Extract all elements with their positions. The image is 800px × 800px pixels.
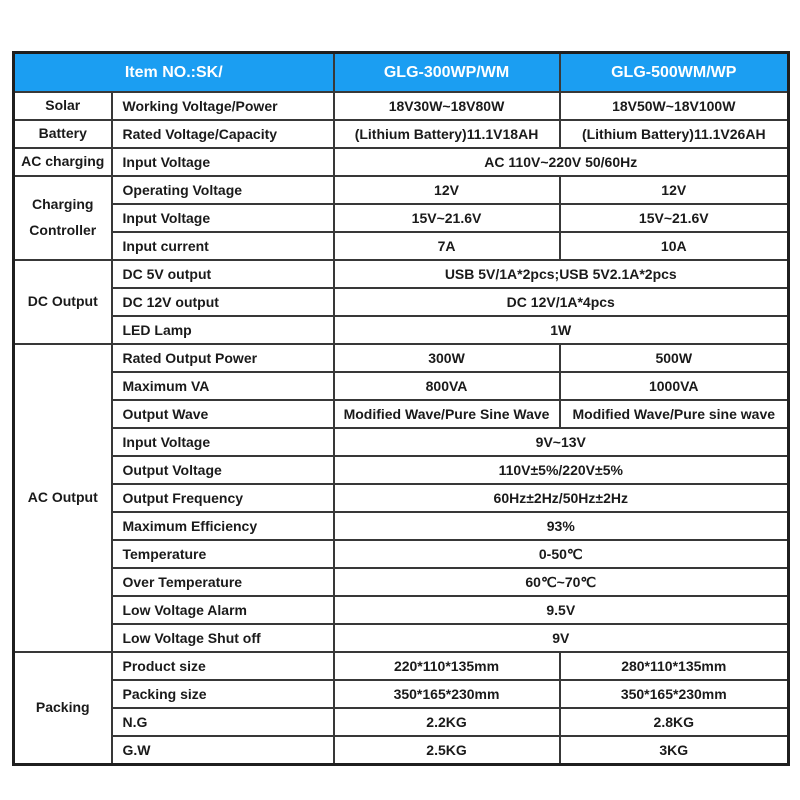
spec-label: Temperature xyxy=(112,540,334,568)
spec-value-300: 7A xyxy=(334,232,560,260)
spec-value-shared: 60℃~70℃ xyxy=(334,568,789,596)
spec-value-300: 18V30W~18V80W xyxy=(334,92,560,120)
category-solar: Solar xyxy=(14,92,112,120)
spec-label: Output Voltage xyxy=(112,456,334,484)
table-row xyxy=(14,652,789,680)
table-row xyxy=(14,204,789,232)
spec-value-shared: 110V±5%/220V±5% xyxy=(334,456,789,484)
spec-label: Over Temperature xyxy=(112,568,334,596)
table-row xyxy=(14,120,789,148)
table-row xyxy=(14,400,789,428)
table-row xyxy=(14,456,789,484)
header-item-no: Item NO.:SK/ xyxy=(14,53,334,93)
spec-value-shared: USB 5V/1A*2pcs;USB 5V2.1A*2pcs xyxy=(334,260,789,288)
table-row xyxy=(14,260,789,288)
table-row xyxy=(14,148,789,176)
spec-label: Low Voltage Shut off xyxy=(112,624,334,652)
spec-label: Output Frequency xyxy=(112,484,334,512)
table-header-row xyxy=(14,53,789,93)
spec-value-300: 2.2KG xyxy=(334,708,560,736)
spec-value-300: 300W xyxy=(334,344,560,372)
table-row xyxy=(14,596,789,624)
spec-label: DC 12V output xyxy=(112,288,334,316)
spec-value-300: 2.5KG xyxy=(334,736,560,765)
table-row xyxy=(14,316,789,344)
spec-value-500: 500W xyxy=(560,344,789,372)
spec-value-500: 15V~21.6V xyxy=(560,204,789,232)
spec-value-500: 10A xyxy=(560,232,789,260)
table-row xyxy=(14,176,789,204)
table-row xyxy=(14,288,789,316)
table-row xyxy=(14,708,789,736)
spec-value-500: 2.8KG xyxy=(560,708,789,736)
spec-label: Operating Voltage xyxy=(112,176,334,204)
category-charging-controller: Charging Controller xyxy=(14,176,112,260)
spec-value-shared: 9V xyxy=(334,624,789,652)
spec-label: Rated Voltage/Capacity xyxy=(112,120,334,148)
spec-value-shared: AC 110V~220V 50/60Hz xyxy=(334,148,789,176)
spec-value-300: 12V xyxy=(334,176,560,204)
spec-value-300: 800VA xyxy=(334,372,560,400)
spec-label: Output Wave xyxy=(112,400,334,428)
spec-value-300: Modified Wave/Pure Sine Wave xyxy=(334,400,560,428)
table-row xyxy=(14,344,789,372)
spec-label: G.W xyxy=(112,736,334,765)
spec-value-300: 350*165*230mm xyxy=(334,680,560,708)
spec-label: Product size xyxy=(112,652,334,680)
category-ac-output: AC Output xyxy=(14,344,112,652)
spec-value-500: 18V50W~18V100W xyxy=(560,92,789,120)
table-row xyxy=(14,232,789,260)
spec-value-shared: DC 12V/1A*4pcs xyxy=(334,288,789,316)
spec-value-shared: 9.5V xyxy=(334,596,789,624)
category-ac-charging: AC charging xyxy=(14,148,112,176)
spec-label: DC 5V output xyxy=(112,260,334,288)
category-dc-output: DC Output xyxy=(14,260,112,344)
spec-value-500: 1000VA xyxy=(560,372,789,400)
spec-label: Input Voltage xyxy=(112,204,334,232)
spec-label: LED Lamp xyxy=(112,316,334,344)
spec-value-500: 3KG xyxy=(560,736,789,765)
spec-value-500: (Lithium Battery)11.1V26AH xyxy=(560,120,789,148)
header-model-500: GLG-500WM/WP xyxy=(560,53,789,93)
spec-value-500: 280*110*135mm xyxy=(560,652,789,680)
spec-label: Low Voltage Alarm xyxy=(112,596,334,624)
spec-value-500: 350*165*230mm xyxy=(560,680,789,708)
spec-label: N.G xyxy=(112,708,334,736)
category-battery: Battery xyxy=(14,120,112,148)
spec-label: Input current xyxy=(112,232,334,260)
spec-value-500: 12V xyxy=(560,176,789,204)
table-row xyxy=(14,568,789,596)
table-row xyxy=(14,680,789,708)
spec-value-shared: 1W xyxy=(334,316,789,344)
table-row xyxy=(14,512,789,540)
spec-table xyxy=(12,51,790,766)
table-row xyxy=(14,624,789,652)
spec-label: Input Voltage xyxy=(112,428,334,456)
table-row xyxy=(14,540,789,568)
spec-label: Working Voltage/Power xyxy=(112,92,334,120)
spec-label: Maximum VA xyxy=(112,372,334,400)
spec-value-shared: 0-50℃ xyxy=(334,540,789,568)
spec-value-shared: 93% xyxy=(334,512,789,540)
spec-label: Input Voltage xyxy=(112,148,334,176)
spec-value-300: (Lithium Battery)11.1V18AH xyxy=(334,120,560,148)
header-model-300: GLG-300WP/WM xyxy=(334,53,560,93)
spec-value-300: 15V~21.6V xyxy=(334,204,560,232)
spec-label: Rated Output Power xyxy=(112,344,334,372)
spec-label: Maximum Efficiency xyxy=(112,512,334,540)
category-packing: Packing xyxy=(14,652,112,765)
table-row xyxy=(14,372,789,400)
table-row xyxy=(14,92,789,120)
table-row xyxy=(14,736,789,765)
spec-value-shared: 9V~13V xyxy=(334,428,789,456)
spec-label: Packing size xyxy=(112,680,334,708)
spec-value-300: 220*110*135mm xyxy=(334,652,560,680)
spec-value-shared: 60Hz±2Hz/50Hz±2Hz xyxy=(334,484,789,512)
spec-value-500: Modified Wave/Pure sine wave xyxy=(560,400,789,428)
table-row xyxy=(14,484,789,512)
table-row xyxy=(14,428,789,456)
